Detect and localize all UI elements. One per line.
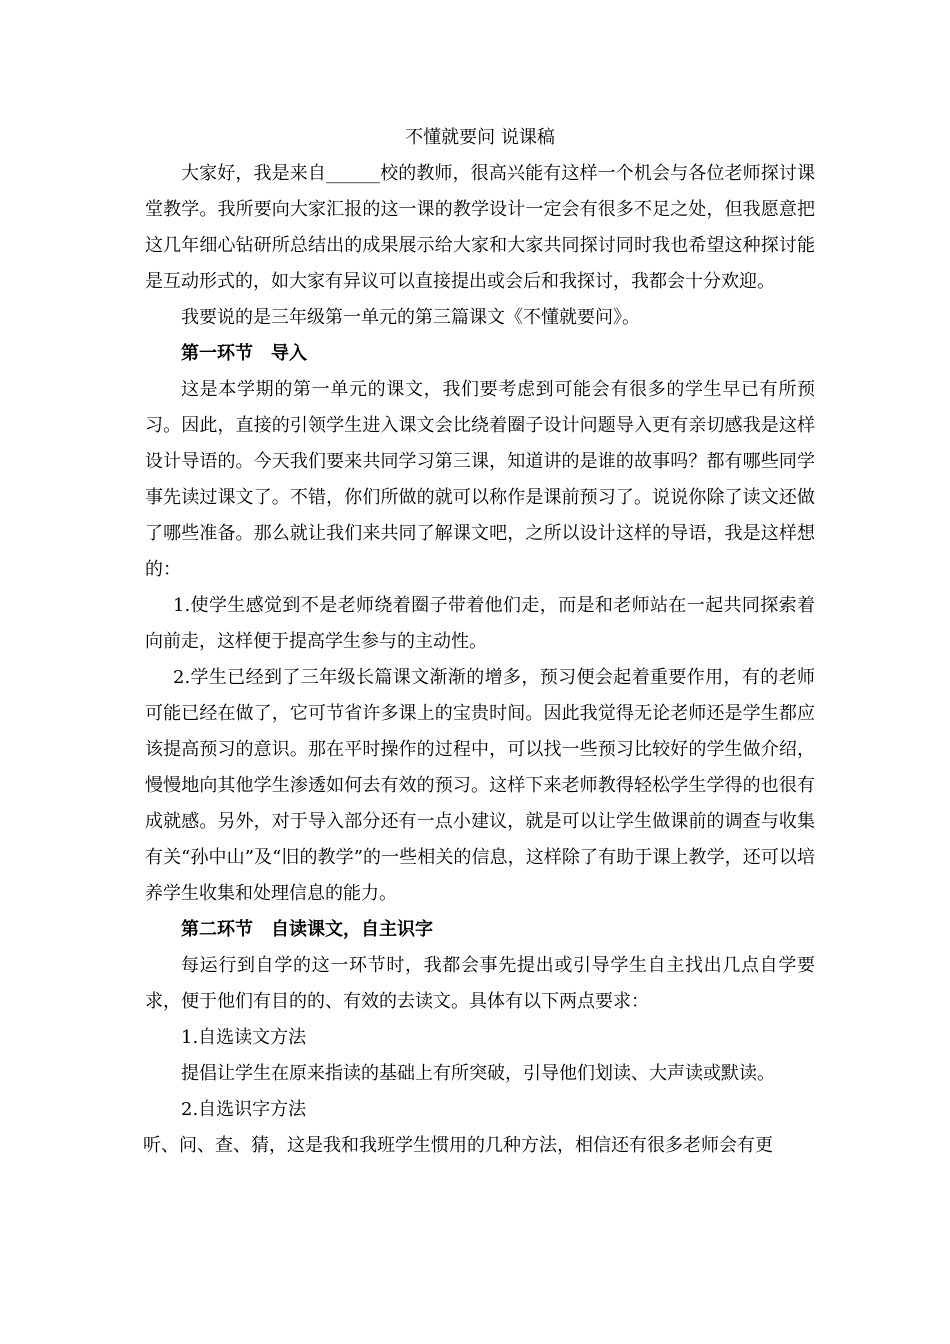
paragraph-intro-design: 这是本学期的第一单元的课文，我们要考虑到可能会有很多的学生早已有所预习。因此，直接的引领学生进入课文会比绕着圈子设计问题导入更有亲切感我是这样设计导语的。今天我们要来共同学习第三课，知道讲的是谁的故事吗？都有哪些同学事先读过课文了。不错，你们所做的就可以称作是课前预习了。说说你除了读文还做了哪些准备。那么就让我们来共同了解课文吧，之所以设计这样的导语，我是这样想的：: [145, 379, 815, 580]
list-item-1: 1.使学生感觉到不是老师绕着圈子带着他们走，而是和老师站在一起共同探索着向前走，这样便于提高学生参与的主动性。: [145, 595, 815, 652]
section-heading-1: 第一环节 导入: [181, 343, 307, 364]
paragraph-literacy-method: 听、问、查、猜，这是我和我班学生惯用的几种方法，相信还有很多老师会有更: [143, 1135, 773, 1156]
section-heading-2: 第二环节 自读课文，自主识字: [181, 919, 433, 940]
subheading-reading-method: 1.自选读文方法: [181, 1027, 307, 1048]
subheading-literacy-method: 2.自选识字方法: [181, 1099, 307, 1120]
paragraph-reading-method: 提倡让学生在原来指读的基础上有所突破，引导他们划读、大声读或默读。: [181, 1063, 775, 1084]
document-title: 不懂就要问 说课稿: [405, 127, 555, 148]
paragraph-self-study: 每运行到自学的这一环节时，我都会事先提出或引导学生自主找出几点自学要求，便于他们有目的的、有效的去读文。具体有以下两点要求：: [145, 955, 815, 1012]
paragraph-lesson-topic: 我要说的是三年级第一单元的第三篇课文《不懂就要问》。: [181, 307, 640, 328]
list-item-2: 2.学生已经到了三年级长篇课文渐渐的增多，预习便会起着重要作用，有的老师可能已经在做了，它可节省许多课上的宝贵时间。因此我觉得无论老师还是学生都应该提高预习的意识。那在平时操作的过程中，可以找一些预习比较好的学生做介绍，慢慢地向其他学生渗透如何去有效的预习。这样下来老师教得轻松学生学得的也很有成就感。另外，对于导入部分还有一点小建议，就是可以让学生做课前的调查与收集有关“孙中山”及“旧的教学”的一些相关的信息，这样除了有助于课上教学，还可以培养学生收集和处理信息的能力。: [145, 667, 815, 904]
document-page: [145, 120, 815, 1164]
paragraph-intro: 大家好，我是来自______校的教师，很高兴能有这样一个机会与各位老师探讨课堂教学。我所要向大家汇报的这一课的教学设计一定会有很多不足之处，但我愿意把这几年细心钻研所总结出的成果展示给大家和大家共同探讨同时我也希望这种探讨能是互动形式的，如大家有异议可以直接提出或会后和我探讨，我都会十分欢迎。: [145, 163, 815, 292]
